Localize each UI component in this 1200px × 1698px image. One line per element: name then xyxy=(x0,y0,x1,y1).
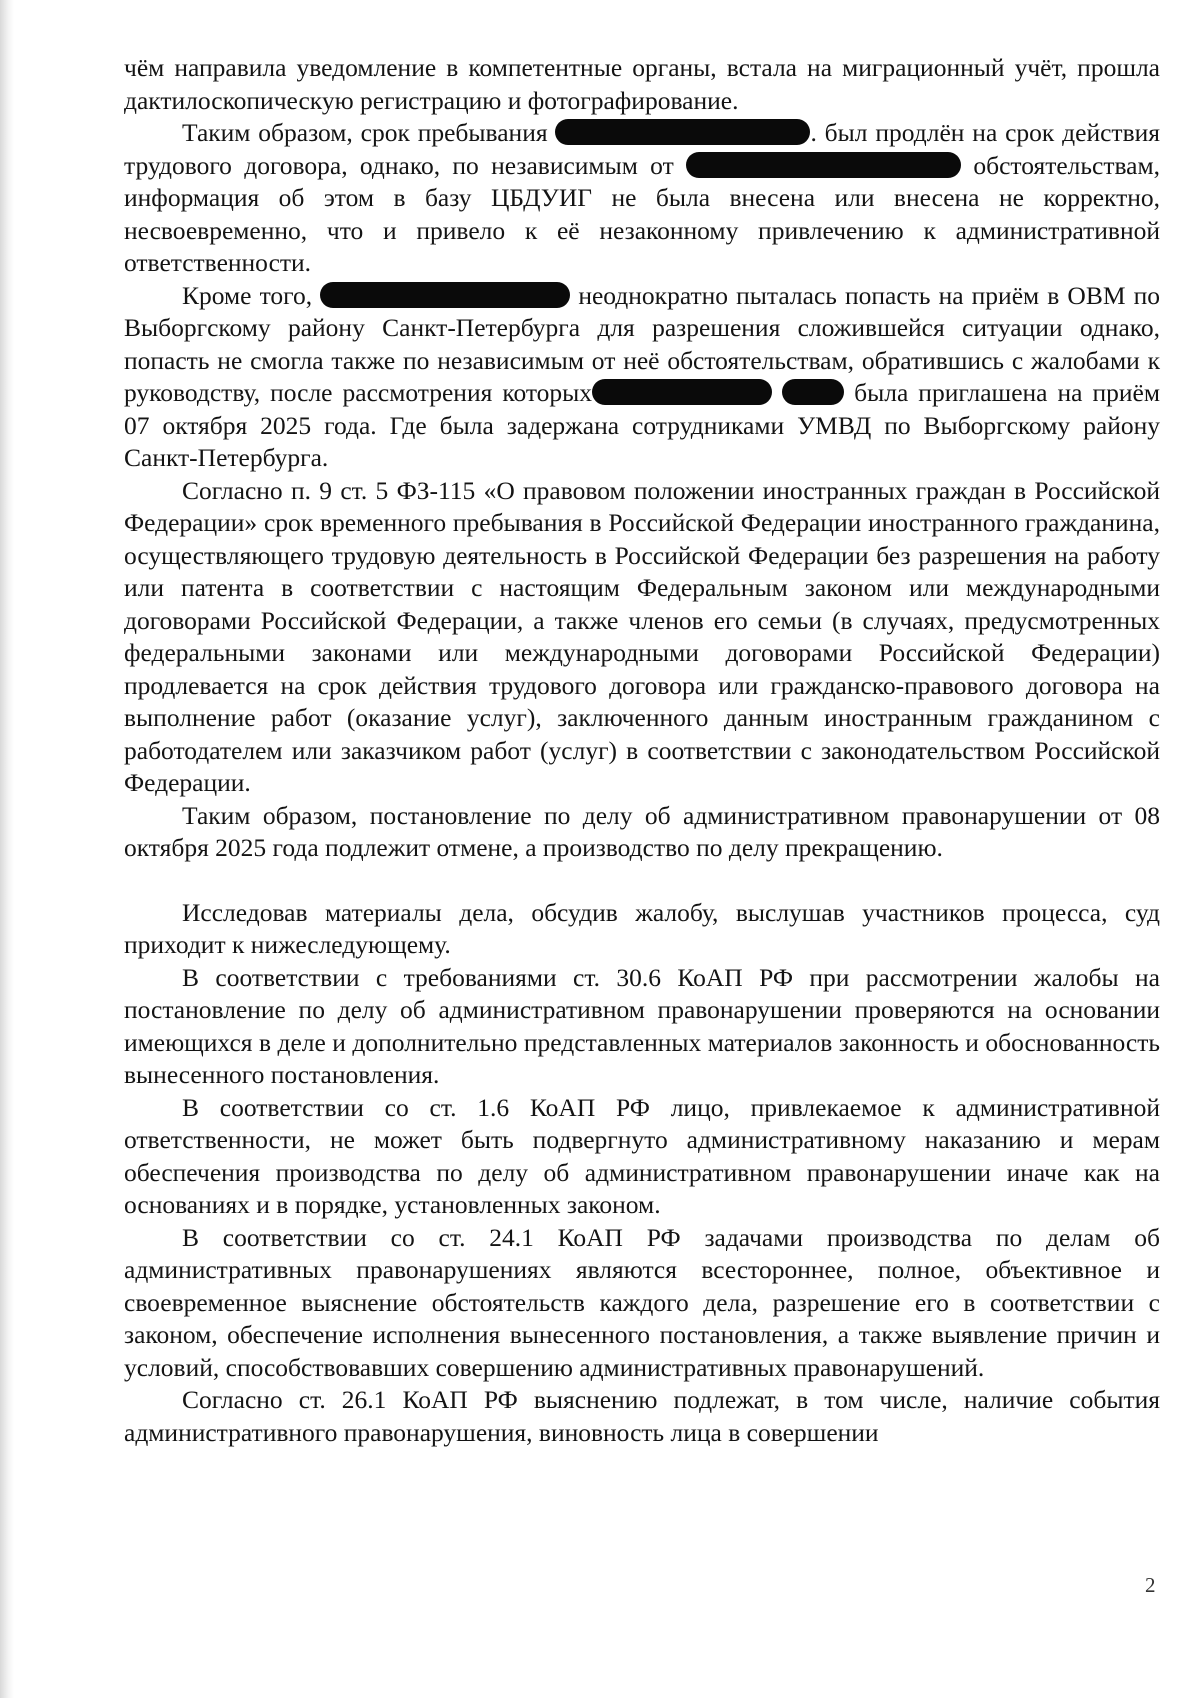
text-run: Согласно ст. 26.1 КоАП РФ выяснению подлежат, в том числе, наличие события административного правонарушения, виновность лица в совершении xyxy=(124,1385,1160,1447)
paragraph xyxy=(124,962,1160,1092)
paragraph xyxy=(124,475,1160,800)
paragraph xyxy=(124,280,1160,475)
text-run: была приглашена на приём 07 октября 2025 года. Где была задержана сотрудниками УМВД по Выборгскому району Санкт-Петербурга. xyxy=(124,378,1160,472)
text-run: В соответствии со ст. 24.1 КоАП РФ задачами производства по делам об административных правонарушениях являются всестороннее, полное, объективное и своевременное выяснение обстоятельств каждого дела, разрешение его в соответствии с законом, обеспечение исполнения вынесенного постановления, а также выявление причин и условий, способствовавших совершению административных правонарушений. xyxy=(124,1222,1160,1382)
scan-edge-shadow xyxy=(0,0,14,1698)
text-run: Исследовав материалы дела, обсудив жалобу, выслушав участников процесса, суд приходит к нижеследующему. xyxy=(124,897,1160,959)
paragraph xyxy=(124,1222,1160,1385)
text-run: обстоятельствам, информация об этом в базу ЦБДУИГ не была внесена или внесена не корректно, несвоевременно, что и привело к её незаконному привлечению к административной ответственности. xyxy=(124,150,1161,277)
text-run: Согласно п. 9 ст. 5 ФЗ-115 «О правовом положении иностранных граждан в Российской Федерации» срок временного пребывания в Российской Федерации иностранного гражданина, осуществляющего трудовую деятельность в Российской Федерации без разрешения на работу или патента в соответствии с настоящим Федеральным законом или международными договорами Российской Федерации, а также членов его семьи (в случаях, предусмотренных федеральными законами или международными договорами Российской Федерации) продлевается на срок действия трудового договора или гражданско-правового договора на выполнение работ (оказание услуг), заключенного данным иностранным гражданином с работодателем или заказчиком работ (услуг) в соответствии с законодательством Российской Федерации. xyxy=(124,475,1160,797)
paragraph-spacer xyxy=(124,865,1160,897)
redaction-bar xyxy=(592,379,772,405)
text-run xyxy=(772,378,782,407)
paragraph xyxy=(124,897,1160,962)
text-run: чём направила уведомление в компетентные органы, встала на миграционный учёт, прошла дактилоскопическую регистрацию и фотографирование. xyxy=(124,53,1160,115)
redaction-bar xyxy=(686,152,961,178)
page-number: 2 xyxy=(1145,1573,1156,1597)
text-run: неоднократно пыталась попасть на приём в ОВМ по Выборгскому району Санкт-Петербурга для разрешения сложившейся ситуации однако, попасть не смогла также по независимым от неё обстоятельствам, обратившись с жалобами к руководству, после рассмотрения которых xyxy=(124,280,1161,407)
text-run: В соответствии со ст. 1.6 КоАП РФ лицо, привлекаемое к административной ответственности, не может быть подвергнуто административному наказанию и мерам обеспечения производства по делу об административном правонарушении иначе как на основаниях и в порядке, установленных законом. xyxy=(124,1092,1160,1219)
redaction-bar xyxy=(320,282,570,308)
document-body xyxy=(124,52,1160,1449)
text-run: . был продлён на срок действия трудового договора, однако, по независимым от xyxy=(124,118,1160,180)
paragraph xyxy=(124,800,1160,865)
text-run: Таким образом, постановление по делу об административном правонарушении от 08 октября 2025 года подлежит отмене, а производство по делу прекращению. xyxy=(124,800,1160,862)
paragraph xyxy=(124,1384,1160,1449)
text-run: Кроме того, xyxy=(182,280,321,310)
paragraph xyxy=(124,117,1160,280)
paragraph xyxy=(124,1092,1160,1222)
redaction-bar xyxy=(782,379,844,405)
paragraph xyxy=(124,52,1160,117)
text-run: В соответствии с требованиями ст. 30.6 КоАП РФ при рассмотрении жалобы на постановление по делу об административном правонарушении проверяются на основании имеющихся в деле и дополнительно представленных материалов законность и обоснованность вынесенного постановления. xyxy=(124,962,1160,1089)
redaction-bar xyxy=(555,119,810,145)
text-run: Таким образом, срок пребывания xyxy=(182,118,556,147)
